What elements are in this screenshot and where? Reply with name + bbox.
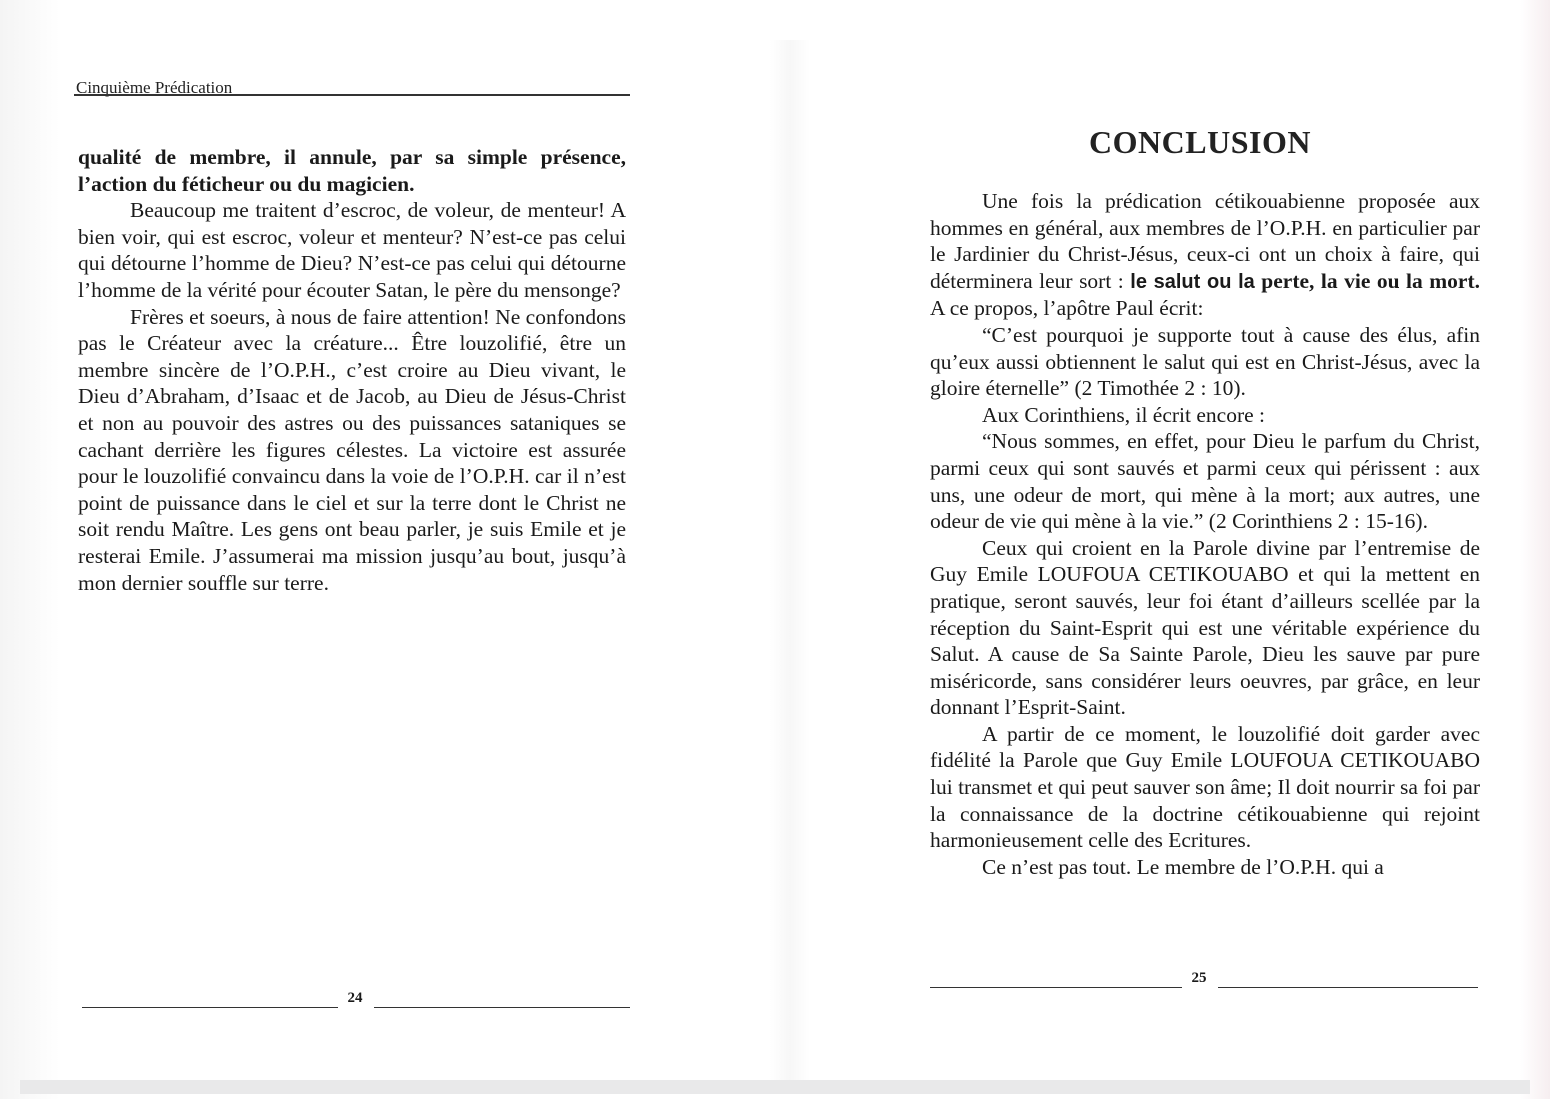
left-page: [70, 70, 630, 1030]
book-gutter: [770, 40, 810, 1080]
emphasis-text: perte, la vie ou la mort.: [1261, 268, 1481, 293]
paragraph: A partir de ce moment, le louzolifié doit garder avec fidélité la Parole que Guy Emile LOUFOUA CETIKOUABO lui transmet et qui peut sauver son âme; Il doit nourrir sa foi par la connaissance de la doctrine cétikouabienne qui rejoint harmonieusement celle des Ecritures.: [930, 721, 1480, 853]
running-head-rule: [74, 94, 630, 96]
paragraph: Ce n’est pas tout. Le membre de l’O.P.H. qui a: [982, 854, 1384, 879]
page-number: 25: [1191, 970, 1207, 986]
paragraph: Aux Corinthiens, il écrit encore :: [982, 402, 1266, 427]
left-page-body: [78, 144, 626, 596]
emphasis-text: le salut ou la: [1130, 270, 1255, 293]
paragraph: Beaucoup me traitent d’escroc, de voleur, de menteur! A bien voir, qui est escroc, voleur et menteur? N’est-ce pas celui qui détourne l’homme de Dieu? N’est-ce pas celui qui détourne l’homme de la vérité pour écouter Satan, le père du mensonge?: [78, 198, 626, 302]
paragraph: Ceux qui croient en la Parole divine par l’entremise de Guy Emile LOUFOUA CETIKOUABO et qui la mettent en pratique, seront sauvés, leur foi étant d’ailleurs scellée par la réception du Saint-Esprit qui est une véritable expérience du Salut. A cause de Sa Sainte Parole, Dieu les sauve par pure miséricorde, sans considérer leurs oeuvres, par grâce, en leur donnant l’Esprit-Saint.: [930, 535, 1480, 720]
footer-rule-right: [374, 1007, 630, 1008]
page-footer: [930, 970, 1480, 990]
page-footer: [82, 990, 630, 1010]
right-page-body: [930, 188, 1480, 880]
chapter-title: CONCLUSION: [1089, 124, 1311, 160]
paragraph: [930, 188, 1480, 322]
scan-edge: [1520, 0, 1550, 1099]
running-head: Cinquième Prédication: [76, 78, 233, 97]
scan-bottom-edge: [20, 1080, 1530, 1094]
paragraph: qualité de membre, il annule, par sa simple présence, l’action du féticheur ou du magicien.: [78, 145, 626, 196]
paragraph-text: A ce propos, l’apôtre Paul écrit:: [930, 296, 1204, 321]
right-page: [920, 110, 1480, 1010]
footer-rule-left: [82, 1007, 338, 1008]
quotation: “C’est pourquoi je supporte tout à cause des élus, afin qu’eux aussi obtiennent le salut qui est en Christ-Jésus, avec la gloire éternelle” (2 Timothée 2 : 10).: [930, 322, 1480, 401]
footer-rule-left: [930, 987, 1182, 988]
scan-shadow: [0, 0, 60, 1099]
quotation: “Nous sommes, en effet, pour Dieu le parfum du Christ, parmi ceux qui sont sauvés et parmi ceux qui périssent : aux uns, une odeur de mort, qui mène à la mort; aux autres, une odeur de vie qui mène à la vie.” (2 Corinthiens 2 : 15-16).: [930, 429, 1480, 534]
paragraph: Frères et soeurs, à nous de faire attention! Ne confondons pas le Créateur avec la créature... Être louzolifié, être un membre sincère de l’O.P.H., c’est croire au Dieu vivant, le Dieu d’Abraham, d’Isaac et de Jacob, au Dieu de Jésus-Christ et non au pouvoir des astres ou des puissances sataniques se cachant derrière les figures célestes. La victoire est assurée pour le louzolifié convaincu dans la voie de l’O.P.H. car il n’est point de puissance dans le ciel et sur la terre dont le Christ ne soit rendu Maître. Les gens ont beau parler, je suis Emile et je resterai Emile. J’assumerai ma mission jusqu’au bout, jusqu’à mon dernier souffle sur terre.: [78, 304, 626, 595]
paragraph-text: Une fois la prédication cétikouabienne proposée aux hommes en général, aux membres de l’O.P.H. en particulier par le Jardinier du Christ-Jésus, ceux-ci ont un choix à faire, qui déterminera leur sort :: [930, 189, 1480, 293]
footer-rule-right: [1218, 987, 1478, 988]
page-number: 24: [347, 990, 363, 1006]
